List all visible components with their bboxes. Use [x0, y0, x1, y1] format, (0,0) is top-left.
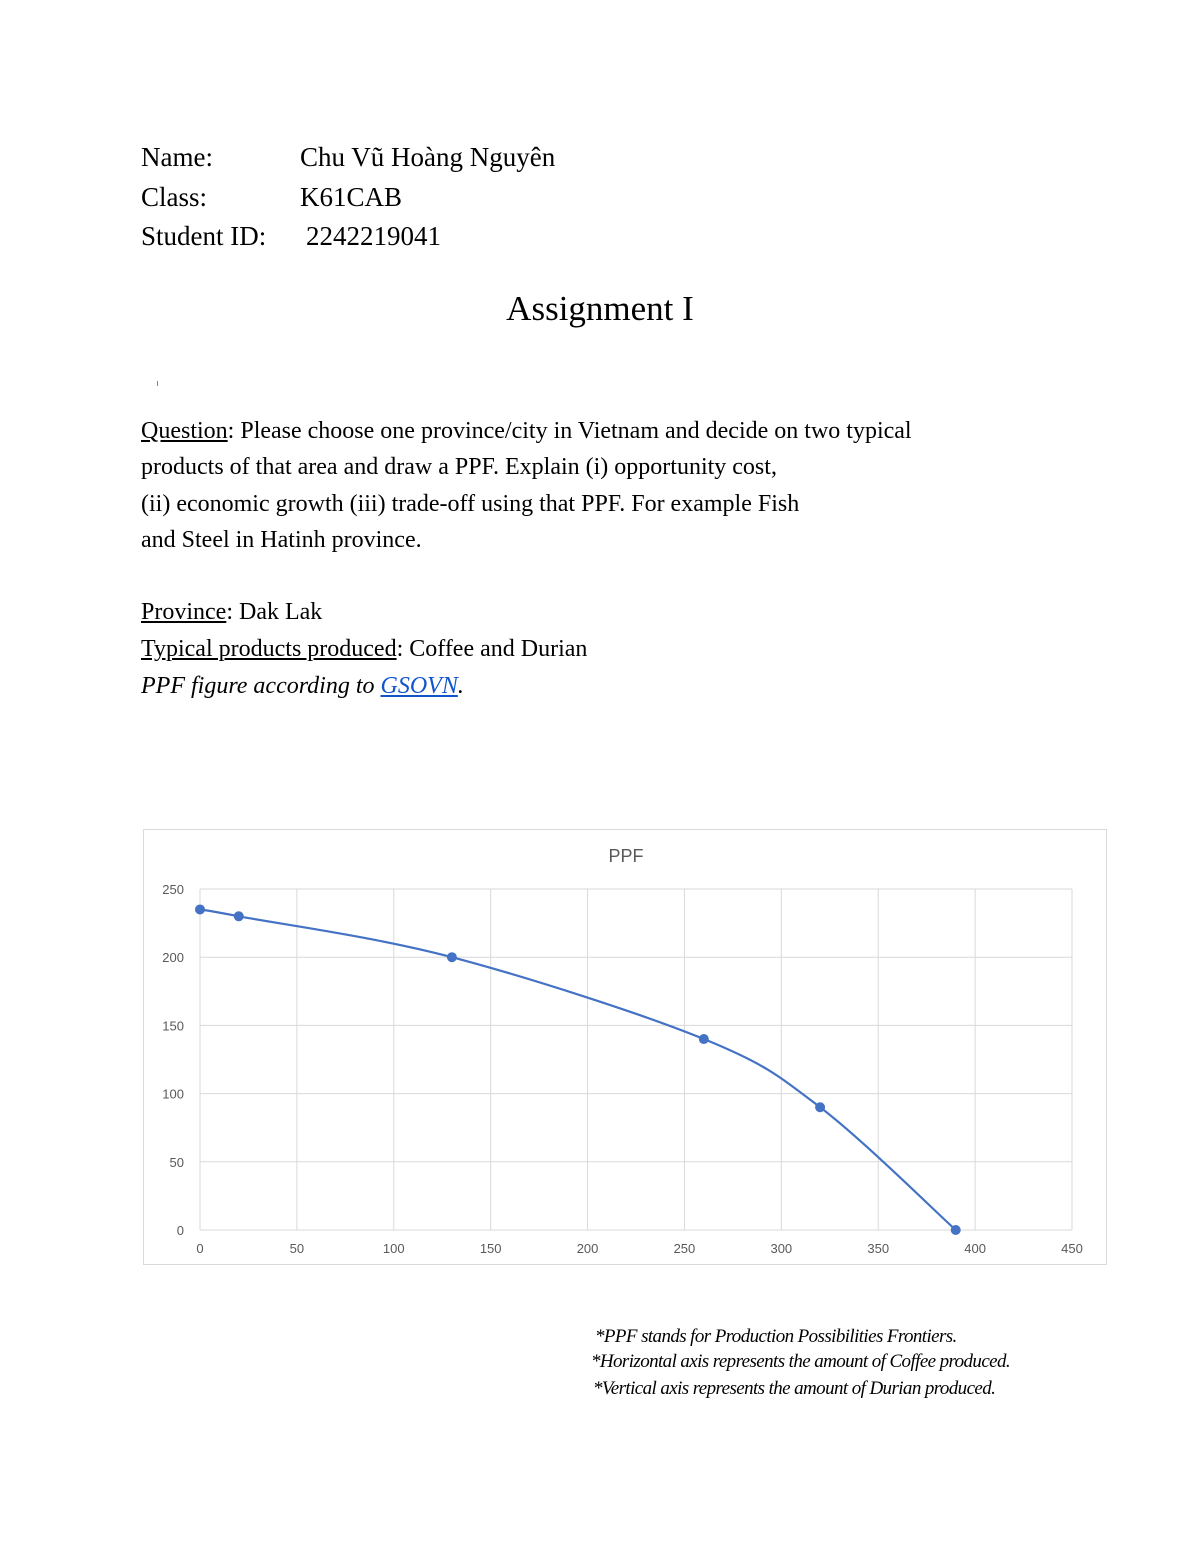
data-point: [699, 1035, 708, 1044]
note-ppf: *PPF stands for Production Possibilities Frontiers.: [595, 1326, 957, 1347]
question-label: Question: [141, 418, 228, 444]
province-value: : Dak Lak: [226, 599, 323, 625]
products-value: : Coffee and Durian: [396, 636, 588, 662]
province-line: [141, 597, 322, 627]
x-tick-label: 350: [867, 1241, 890, 1256]
x-tick-label: 250: [673, 1241, 696, 1256]
y-tick-label: 0: [176, 1223, 184, 1238]
y-tick-label: 100: [162, 1086, 184, 1102]
gsovn-link[interactable]: GSOVN: [380, 673, 458, 699]
note-horizontal-axis: *Horizontal axis represents the amount of Coffee produced.: [591, 1351, 1011, 1372]
province-label: Province: [141, 599, 227, 625]
y-tick-label: 50: [169, 1154, 184, 1170]
y-tick-label: 250: [162, 882, 184, 897]
data-point: [234, 912, 243, 921]
data-point: [196, 905, 205, 914]
x-tick-label: 50: [289, 1241, 305, 1256]
source-line: [141, 671, 464, 701]
ppf-chart: [143, 829, 1107, 1265]
products-line: [141, 634, 587, 664]
x-tick-label: 200: [576, 1241, 599, 1256]
y-tick-label: 150: [162, 1018, 184, 1034]
student-id-label: Student ID:: [141, 221, 267, 251]
x-tick-label: 450: [1061, 1241, 1083, 1256]
name-value: Chu Vũ Hoàng Nguyên: [300, 142, 556, 172]
ppf-chart-svg: [144, 830, 1106, 1264]
question-line-4: and Steel in Hatinh province.: [141, 527, 422, 553]
x-tick-label: 300: [770, 1241, 793, 1256]
page-title: Assignment I: [506, 289, 694, 328]
name-label: Name:: [141, 142, 213, 172]
products-label: Typical products produced: [141, 636, 397, 662]
x-tick-label: 0: [196, 1241, 204, 1256]
question-line-3: (ii) economic growth (iii) trade-off using that PPF. For example Fish: [141, 491, 800, 517]
data-point: [447, 953, 456, 962]
x-tick-label: 100: [382, 1241, 405, 1256]
data-point: [816, 1103, 825, 1112]
question-line-1: [141, 416, 912, 446]
class-value: K61CAB: [300, 182, 403, 212]
student-id-value: 2242219041: [306, 221, 441, 251]
data-point: [951, 1226, 960, 1235]
note-vertical-axis: *Vertical axis represents the amount of Durian produced.: [593, 1378, 996, 1399]
source-text: PPF figure according to: [141, 673, 381, 699]
x-tick-label: 150: [479, 1241, 502, 1256]
x-tick-label: 400: [964, 1241, 986, 1256]
chart-title: PPF: [608, 846, 644, 866]
text-cursor-mark: [157, 381, 158, 386]
question-line-2: products of that area and draw a PPF. Explain (i) opportunity cost,: [141, 454, 777, 480]
question-text-1: : Please choose one province/city in Vietnam and decide on two typical: [227, 418, 912, 444]
y-tick-label: 200: [162, 950, 184, 966]
source-end: .: [457, 673, 464, 699]
class-label: Class:: [141, 182, 208, 212]
